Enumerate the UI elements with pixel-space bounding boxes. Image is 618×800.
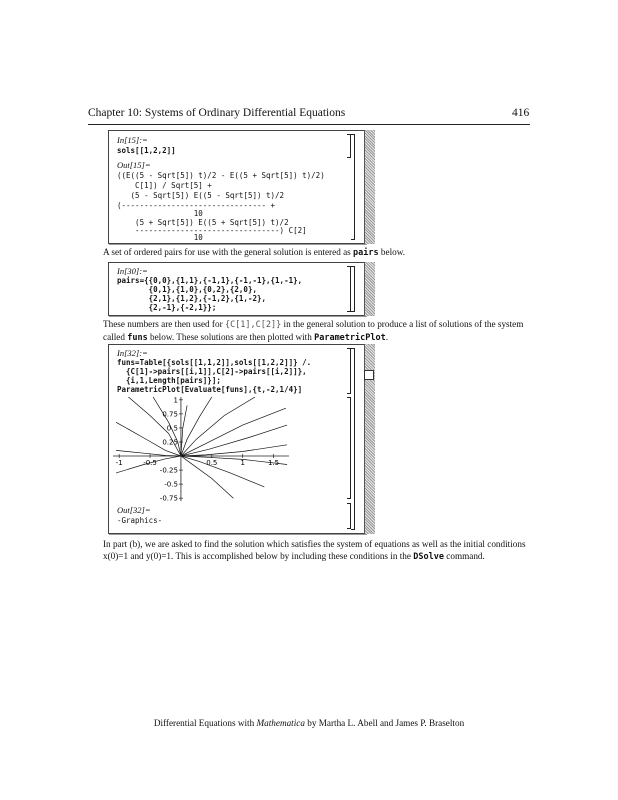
cell-bracket[interactable] bbox=[351, 266, 355, 312]
output-line: 10 bbox=[117, 209, 203, 218]
scrollbar-thumb[interactable] bbox=[364, 370, 374, 380]
code-pairs: pairs bbox=[353, 248, 379, 258]
scrollbar[interactable] bbox=[364, 130, 375, 244]
parametric-plot bbox=[113, 397, 289, 501]
output-graphics: -Graphics- bbox=[117, 516, 163, 525]
code-line[interactable]: {0,1},{1,0},{0,2},{2,0}, bbox=[117, 285, 257, 294]
y-tick-label: 1 bbox=[173, 397, 178, 405]
y-tick-label: -0.25 bbox=[159, 466, 178, 475]
input-code[interactable]: sols[[1,2,2]] bbox=[117, 146, 176, 155]
trajectory-line bbox=[181, 397, 255, 456]
x-tick-label: -1 bbox=[115, 459, 123, 468]
output-line: (5 - Sqrt[5]) E((5 - Sqrt[5]) t)/2 bbox=[117, 191, 285, 200]
code-line[interactable]: pairs={{0,0},{1,1},{-1,1},{-1,-1},{1,-1}, bbox=[117, 276, 303, 285]
trajectory-line bbox=[181, 397, 212, 456]
output-line: (5 + Sqrt[5]) E((5 + Sqrt[5]) t)/2 bbox=[117, 218, 289, 227]
paragraph-1 bbox=[103, 246, 533, 259]
code-line[interactable]: {2,-1},{-2,1}}; bbox=[117, 303, 217, 312]
notebook-cell-3 bbox=[108, 344, 366, 534]
notebook-cell-1 bbox=[108, 130, 366, 244]
output-line: (-------------------------------- + bbox=[117, 201, 276, 210]
input-label: In[15]:= bbox=[117, 135, 148, 145]
notebook-cell-2 bbox=[108, 262, 366, 316]
cell-bracket[interactable] bbox=[351, 134, 355, 240]
y-tick-label: 0.75 bbox=[162, 410, 178, 419]
paragraph-3 bbox=[103, 538, 533, 563]
code-line[interactable]: {C[1]->pairs[[i,1]],C[2]->pairs[[i,2]]}, bbox=[117, 367, 307, 376]
text: In part (b), we are asked to find the solution which satisfies the system of equations as well as the initial conditions x(0)=1 and y(0)=1. This is accomplished below by including these conditions in the bbox=[103, 539, 526, 561]
text-italic: Mathematica bbox=[256, 718, 305, 728]
paragraph-2 bbox=[103, 318, 533, 344]
code-line[interactable]: {i,1,Length[pairs]}]; bbox=[117, 376, 221, 385]
input-label: In[30]:= bbox=[117, 266, 148, 276]
x-tick-label: 1.5 bbox=[267, 459, 280, 468]
footer bbox=[0, 718, 618, 728]
y-tick-label: 0.25 bbox=[162, 438, 178, 447]
code-line[interactable]: {2,1},{1,2},{-1,2},{1,-2}, bbox=[117, 294, 267, 303]
input-label: In[32]:= bbox=[117, 348, 148, 358]
trajectory-curves bbox=[116, 397, 287, 498]
text: below. bbox=[378, 247, 406, 257]
text: These numbers are then used for bbox=[103, 319, 225, 329]
code-c1c2: {C[1],C[2]} bbox=[224, 320, 282, 330]
output-line: 10 bbox=[117, 233, 203, 242]
output-line: C[1]) / Sqrt[5] + bbox=[117, 181, 212, 190]
text: in the general solution to produce a list of solutions of the system called bbox=[103, 319, 524, 342]
text: below. These solutions are then plotted with bbox=[147, 332, 315, 342]
output-line: --------------------------------) C[2] bbox=[117, 226, 307, 235]
text: A set of ordered pairs for use with the general solution is entered as bbox=[103, 247, 354, 257]
y-tick-label: -0.5 bbox=[164, 480, 178, 489]
code-funs: funs bbox=[127, 333, 148, 343]
code-line[interactable]: ParametricPlot[Evaluate[funs],{t,-2,1/4}] bbox=[117, 385, 303, 394]
trajectory-line bbox=[181, 445, 287, 456]
header-rule bbox=[88, 124, 530, 125]
chapter-title: Chapter 10: Systems of Ordinary Differential Equations bbox=[88, 107, 346, 119]
axis-ticks bbox=[116, 397, 279, 501]
code-line[interactable]: funs=Table[{sols[[1,1,2]],sols[[1,2,2]]} /. bbox=[117, 358, 312, 367]
output-label: Out[15]= bbox=[117, 160, 151, 170]
page-number: 416 bbox=[512, 107, 530, 119]
text: Differential Equations with bbox=[153, 718, 257, 728]
x-tick-label: -0.5 bbox=[143, 459, 157, 468]
code-parametricplot: ParametricPlot bbox=[314, 333, 386, 343]
text: command. bbox=[444, 551, 485, 561]
text: by Martha L. Abell and James P. Braselton bbox=[304, 718, 465, 728]
trajectory-line bbox=[181, 408, 286, 456]
x-tick-label: 0.5 bbox=[206, 459, 218, 468]
trajectory-line bbox=[116, 450, 181, 456]
cell-bracket[interactable] bbox=[351, 348, 355, 530]
scrollbar[interactable] bbox=[364, 262, 375, 316]
output-line: ((E((5 - Sqrt[5]) t)/2 - E((5 + Sqrt[5]) t)/2) bbox=[117, 171, 325, 180]
y-tick-label: -0.75 bbox=[159, 494, 178, 501]
y-tick-label: 0.5 bbox=[166, 424, 178, 433]
x-tick-label: 1 bbox=[240, 459, 245, 468]
output-label: Out[32]= bbox=[117, 505, 151, 515]
code-dsolve: DSolve bbox=[413, 552, 444, 562]
text: . bbox=[385, 332, 389, 342]
